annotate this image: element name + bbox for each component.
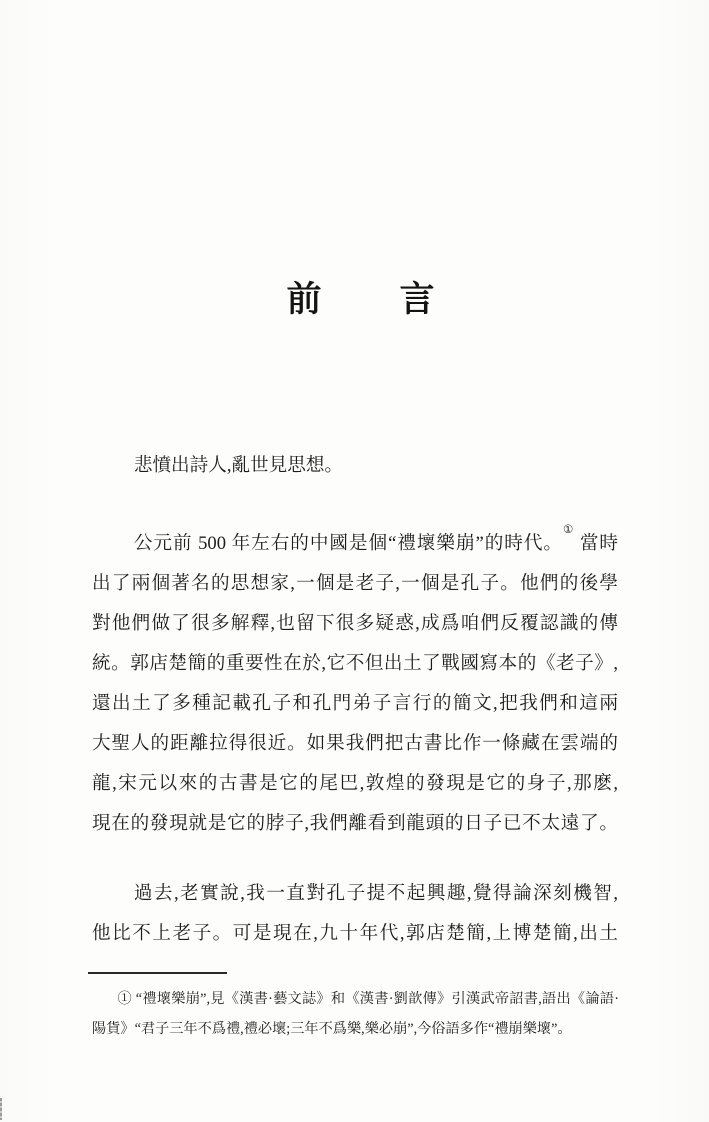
paragraph (92, 524, 618, 844)
text-line: 還出土了多種記載孔子和孔門弟子言行的簡文,把我們和這兩 (92, 693, 618, 714)
paragraph (92, 874, 618, 954)
footnote-block (92, 984, 619, 1044)
paragraph (92, 446, 618, 486)
footnote-line-1: ① “禮壞樂崩”,見《漢書·藝文誌》和《漢書·劉歆傳》引漢武帝詔書,語出《論語· (117, 991, 619, 1007)
footnote-line-2: 陽貨》“君子三年不爲禮,禮必壞;三年不爲樂,樂必崩”,今俗語多作“禮崩樂壞”。 (92, 1021, 572, 1037)
text-line: 悲憤出詩人,亂世見思想。 (133, 455, 344, 476)
text-line: 對他們做了很多解釋,也留下很多疑惑,成爲咱們反覆認識的傳 (92, 613, 618, 634)
footnote-ref: ① (562, 524, 575, 536)
text-line: 公元前 500 年左右的中國是個“禮壞樂崩”的時代。① 當時 (133, 524, 618, 554)
text-line: 龍,宋元以來的古書是它的尾巴,敦煌的發現是它的身子,那麽, (92, 773, 618, 794)
text-line: 過去,老實說,我一直對孔子提不起興趣,覺得論深刻機智, (133, 883, 618, 904)
text-line: 出了兩個著名的思想家,一個是老子,一個是孔子。他們的後學 (92, 573, 618, 594)
text-line: 大聖人的距離拉得很近。如果我們把古書比作一條藏在雲端的 (92, 733, 618, 754)
text-line: 現在的發現就是它的脖子,我們離看到龍頭的日子已不太遠了。 (92, 813, 618, 834)
text-line: 他比不上老子。可是現在,九十年代,郭店楚簡,上博楚簡,出土 (92, 923, 618, 944)
title-char-1: 前 (286, 280, 324, 319)
page-title (0, 272, 709, 322)
title-char-2: 言 (399, 280, 437, 319)
text-line: 統。郭店楚簡的重要性在於,它不但出土了戰國寫本的《老子》, (92, 653, 618, 674)
body-paragraphs (92, 446, 618, 954)
footnote-divider (88, 972, 227, 974)
scan-edge-artifact (0, 1098, 2, 1120)
